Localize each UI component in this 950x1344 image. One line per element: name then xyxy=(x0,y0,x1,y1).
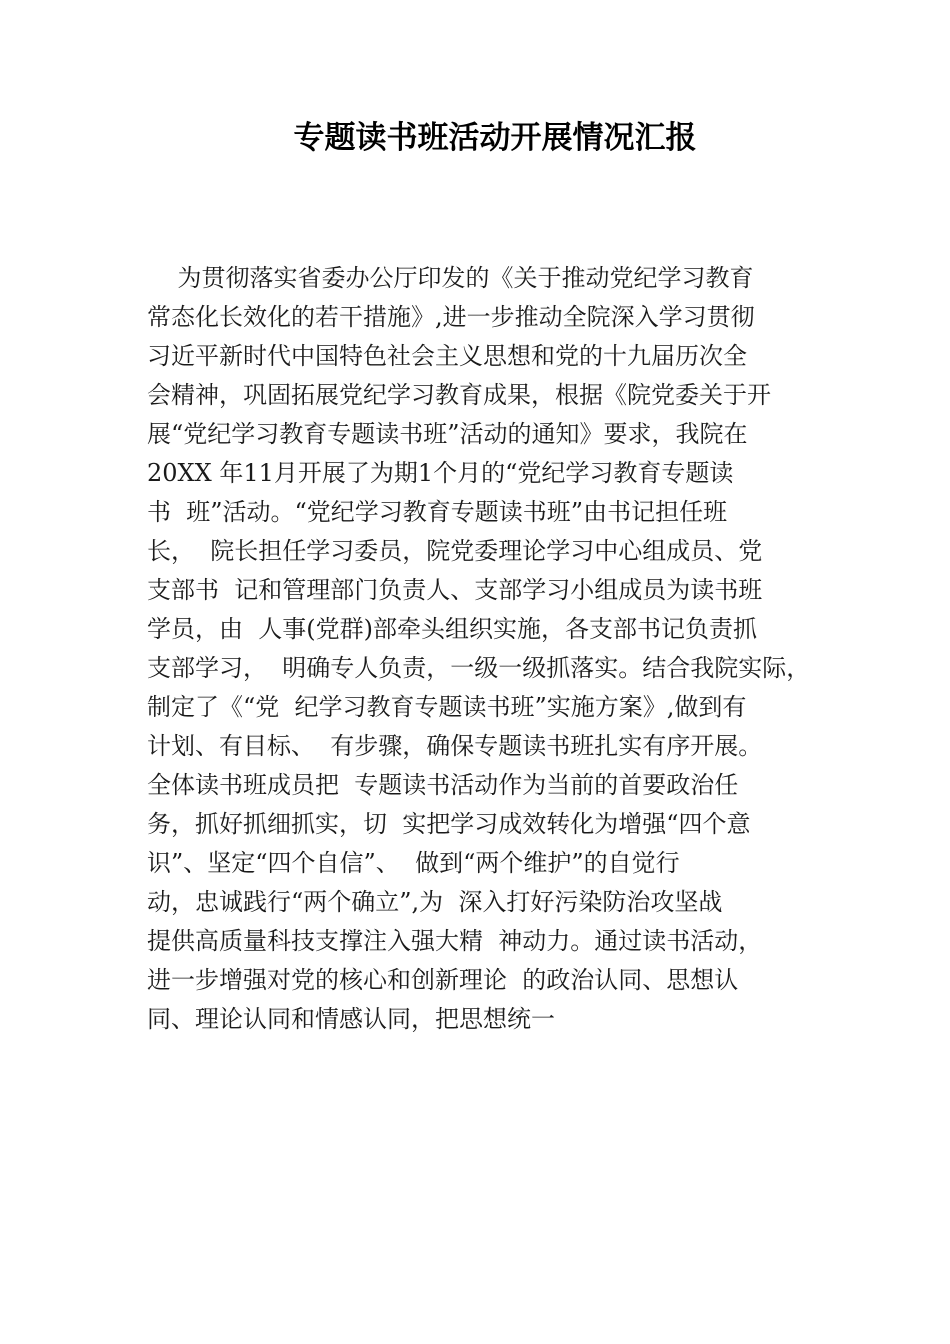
body-line: 动，忠诚践行“两个确立”,为 深入打好污染防治攻坚战 xyxy=(147,888,723,916)
body-line: 全体读书班成员把 专题读书活动作为当前的首要政治任 xyxy=(147,771,739,799)
body-line: 务，抓好抓细抓实，切 实把学习成效转化为增强“四个意 xyxy=(147,810,751,838)
body-line: 提供高质量科技支撑注入强大精 神动力。通过读书活动， xyxy=(147,927,763,955)
body-line: 20XX 年11月开展了为期1个月的“党纪学习教育专题读 xyxy=(147,459,734,487)
body-line: 识”、坚定“四个自信”、 做到“两个维护”的自觉行 xyxy=(147,849,680,877)
body-line: 会精神，巩固拓展党纪学习教育成果，根据《院党委关于开 xyxy=(147,381,771,409)
body-line: 学员，由 人事(党群)部牵头组织实施，各支部书记负责抓 xyxy=(147,615,757,643)
body-line: 进一步增强对党的核心和创新理论 的政治认同、思想认 xyxy=(147,966,739,994)
body-line: 常态化长效化的若干措施》,进一步推动全院深入学习贯彻 xyxy=(147,303,755,331)
body-line: 支部书 记和管理部门负责人、支部学习小组成员为读书班 xyxy=(147,576,763,604)
body-line: 支部学习， 明确专人负责，一级一级抓落实。结合我院实际， xyxy=(147,654,811,682)
body-line: 长， 院长担任学习委员，院党委理论学习中心组成员、党 xyxy=(147,537,763,565)
document-title: 专题读书班活动开展情况汇报 xyxy=(293,120,697,156)
body-line: 习近平新时代中国特色社会主义思想和党的十九届历次全 xyxy=(147,342,747,370)
body-line: 为贯彻落实省委办公厅印发的《关于推动党纪学习教育 xyxy=(147,264,754,292)
body-line: 书 班”活动。“党纪学习教育专题读书班”由书记担任班 xyxy=(147,498,728,526)
body-line: 制定了《“党 纪学习教育专题读书班”实施方案》,做到有 xyxy=(147,693,747,721)
body-line: 同、理论认同和情感认同，把思想统一 xyxy=(147,1005,555,1033)
document-body xyxy=(147,263,817,1043)
body-line: 计划、有目标、 有步骤，确保专题读书班扎实有序开展。 xyxy=(147,732,763,760)
body-line: 展“党纪学习教育专题读书班”活动的通知》要求，我院在 xyxy=(147,420,748,448)
